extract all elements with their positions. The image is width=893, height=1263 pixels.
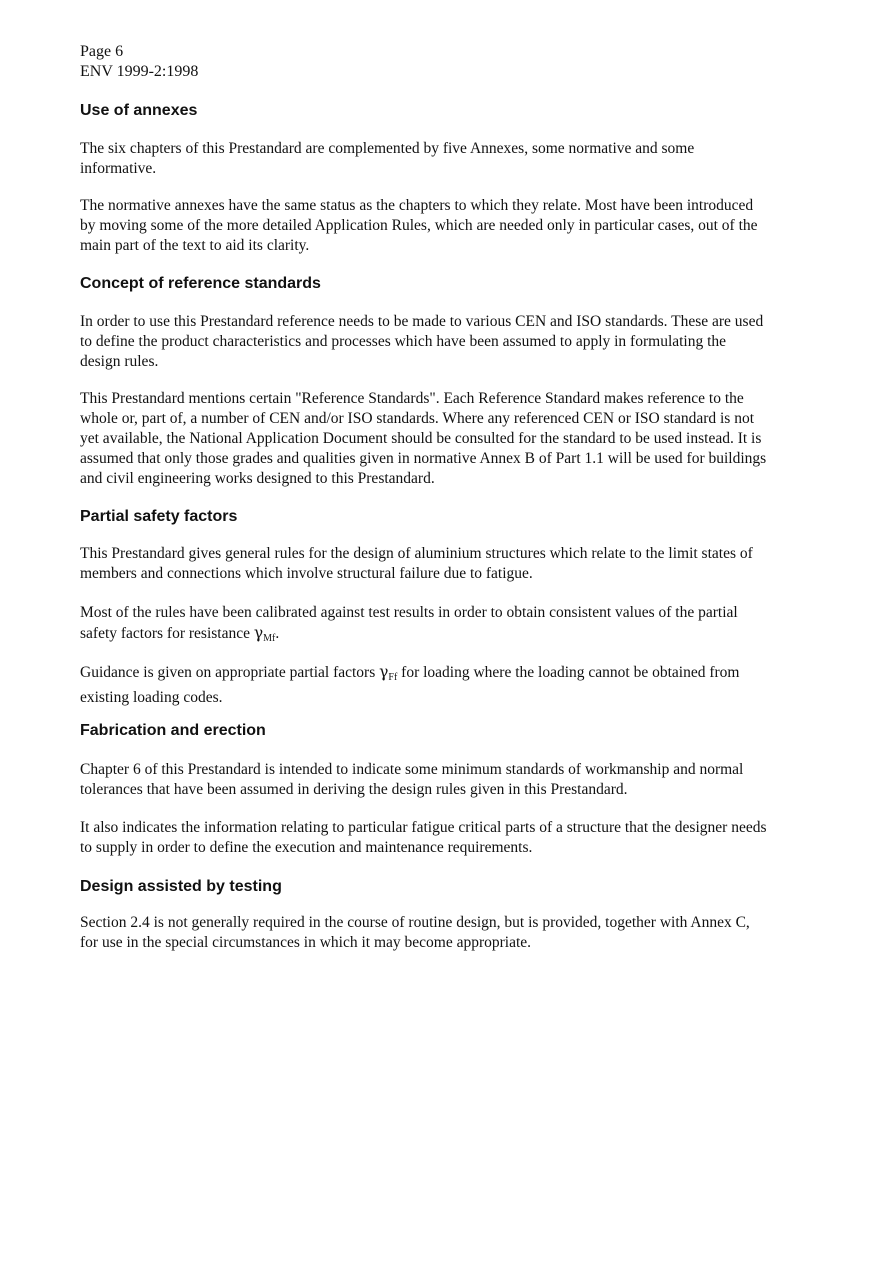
paragraph-text: The six chapters of this Prestandard are complemented by five Annexes, some normative and some informative. xyxy=(80,140,695,177)
paragraph-text: Most of the rules have been calibrated against test results in order to obtain consistent values of the partial safety factors for resistance $\gamma_{Mf}$. xyxy=(80,604,738,644)
section-fabrication-erection xyxy=(80,721,770,741)
section-heading: Partial safety factors xyxy=(80,508,238,525)
paragraph xyxy=(80,818,770,858)
paragraph-text: Guidance is given on appropriate partial factors $\gamma_{Ff}$ for loading where the loading cannot be obtained from existing loading codes. xyxy=(80,663,740,706)
document-id: ENV 1999-2:1998 xyxy=(80,63,199,80)
paragraph-text: This Prestandard mentions certain "Reference Standards". Each Reference Standard makes reference to the whole or, part of, a number of CEN and/or ISO standards. Where any referenced CEN or ISO standard is not yet available, the National Application Document should be consulted for the standard to be used instead. It is assumed that only those grades and qualities given in normative Annex B of Part 1.1 will be used for buildings and civil engineering works designed to this Prestandard. xyxy=(80,390,767,487)
gamma-symbol: γ xyxy=(379,663,389,681)
section-heading: Design assisted by testing xyxy=(80,878,282,895)
paragraph-text: It also indicates the information relating to particular fatigue critical parts of a structure that the designer needs to supply in order to define the execution and maintenance requirements. xyxy=(80,819,767,856)
paragraph-text: In order to use this Prestandard reference needs to be made to various CEN and ISO standards. These are used to define the product characteristics and processes which have been assumed to apply in formulating the design rules. xyxy=(80,313,764,370)
paragraph-text: The normative annexes have the same status as the chapters to which they relate. Most have been introduced by moving some of the more detailed Application Rules, which are needed only in particular cases, out of the main part of the text to aid its clarity. xyxy=(80,197,758,254)
paragraph xyxy=(80,913,770,953)
paragraph-text: Section 2.4 is not generally required in the course of routine design, but is provided, together with Annex C, for use in the special circumstances in which it may become appropriate. xyxy=(80,914,750,951)
section-design-assisted-testing xyxy=(80,877,770,897)
section-heading: Fabrication and erection xyxy=(80,722,266,739)
page-header xyxy=(80,42,198,82)
section-partial-safety-factors xyxy=(80,507,770,527)
paragraph xyxy=(80,389,770,489)
paragraph xyxy=(80,312,770,372)
paragraph xyxy=(80,196,770,256)
section-heading: Concept of reference standards xyxy=(80,275,321,292)
section-use-of-annexes xyxy=(80,101,770,121)
paragraph xyxy=(80,544,770,584)
gamma-symbol: γ xyxy=(253,624,264,642)
paragraph-text: Chapter 6 of this Prestandard is intended to indicate some minimum standards of workmanship and normal tolerances that have been assumed in deriving the design rules given in this Prestandard. xyxy=(80,761,744,798)
paragraph-text: This Prestandard gives general rules for the design of aluminium structures which relate to the limit states of members and connections which involve structural failure due to fatigue. xyxy=(80,545,753,582)
section-reference-standards xyxy=(80,274,770,294)
paragraph xyxy=(80,662,770,708)
paragraph xyxy=(80,139,770,179)
paragraph xyxy=(80,603,770,649)
page-number: Page 6 xyxy=(80,43,124,60)
section-heading: Use of annexes xyxy=(80,102,198,119)
paragraph xyxy=(80,760,770,800)
